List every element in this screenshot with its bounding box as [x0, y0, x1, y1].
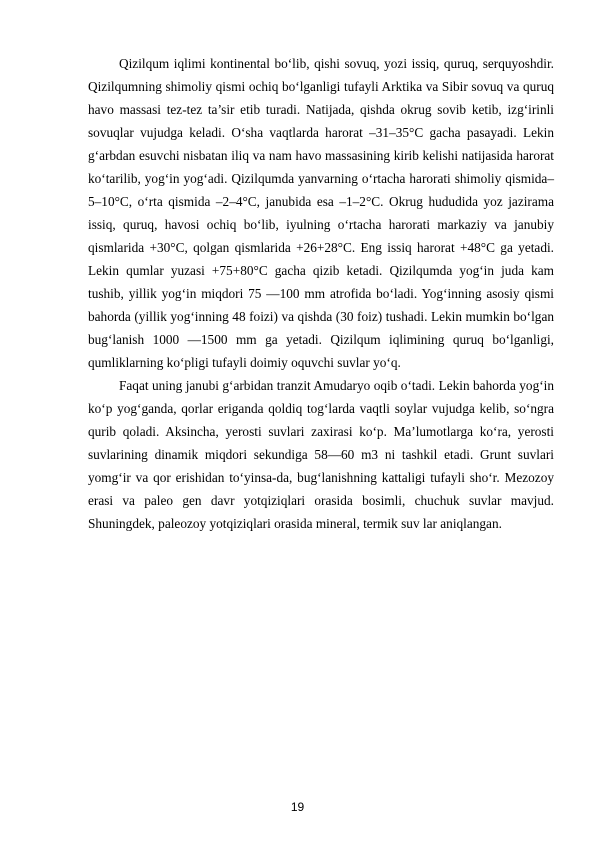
page-number: 19	[290, 800, 305, 814]
paragraph-climate: Qizilqum iqlimi kontinental bo‘lib, qishi sovuq, yozi issiq, quruq, serquyoshdir. Qizilqumning shimoliy qismi ochiq bo‘lganligi tufayli Arktika va Sibir sovuq va quruq havo massasi tez-tez ta’sir etib turadi. Natijada, qishda okrug sovib ketib, izg‘irinli sovuqlar vujudga keladi. O‘sha vaqtlarda harorat –31–35°C gacha pasayadi. Lekin g‘arbdan esuvchi nisbatan iliq va nam havo massasining kirib kelishi natijasida harorat ko‘tarilib, yog‘in yog‘adi. Qizilqumda yanvarning o‘rtacha harorati shimoliy qismida–5–10°C, o‘rta qismida –2–4°C, janubida esa –1–2°C. Okrug hududida yoz jazirama issiq, quruq, havosi ochiq bo‘lib, iyulning o‘rtacha harorati markaziy va janubiy qismlarida +30°C, qolgan qismlarida +26+28°C. Eng issiq harorat +48°C ga yetadi. Lekin qumlar yuzasi +75+80°C gacha qizib ketadi. Qizilqumda yog‘in juda kam tushib, yillik yog‘in miqdori 75 —100 mm atrofida bo‘ladi. Yog‘inning asosiy qismi bahorda (yillik yog‘inning 48 foizi) va qishda (30 foiz) tushadi. Lekin mumkin bo‘lgan bug‘lanish 1000 —1500 mm ga yetadi. Qizilqum iqlimining quruq bo‘lganligi, qumliklarning ko‘pligi tufayli doimiy oquvchi suvlar yo‘q.	[88, 56, 554, 370]
paragraph-waters: Faqat uning janubi g‘arbidan tranzit Amudaryo oqib o‘tadi. Lekin bahorda yog‘in ko‘p yog‘ganda, qorlar eriganda qoldiq tog‘larda vaqtli soylar vujudga kelib, so‘ngra qurib qoladi. Aksincha, yerosti suvlari zaxirasi ko‘p. Ma’lumotlarga ko‘ra, yerosti suvlarining dinamik miqdori sekundiga 58—60 m3 ni tashkil etadi. Grunt suvlari yomg‘ir va qor erishidan to‘yinsa-da, bug‘lanishning kattaligi tufayli sho‘r. Mezozoy erasi va paleo gen davr yotqiziqlari orasida bosimli, chuchuk suvlar mavjud. Shuningdek, paleozoy yotqiziqlari orasida mineral, termik suv lar aniqlangan.	[88, 378, 554, 531]
document-body	[88, 52, 554, 535]
